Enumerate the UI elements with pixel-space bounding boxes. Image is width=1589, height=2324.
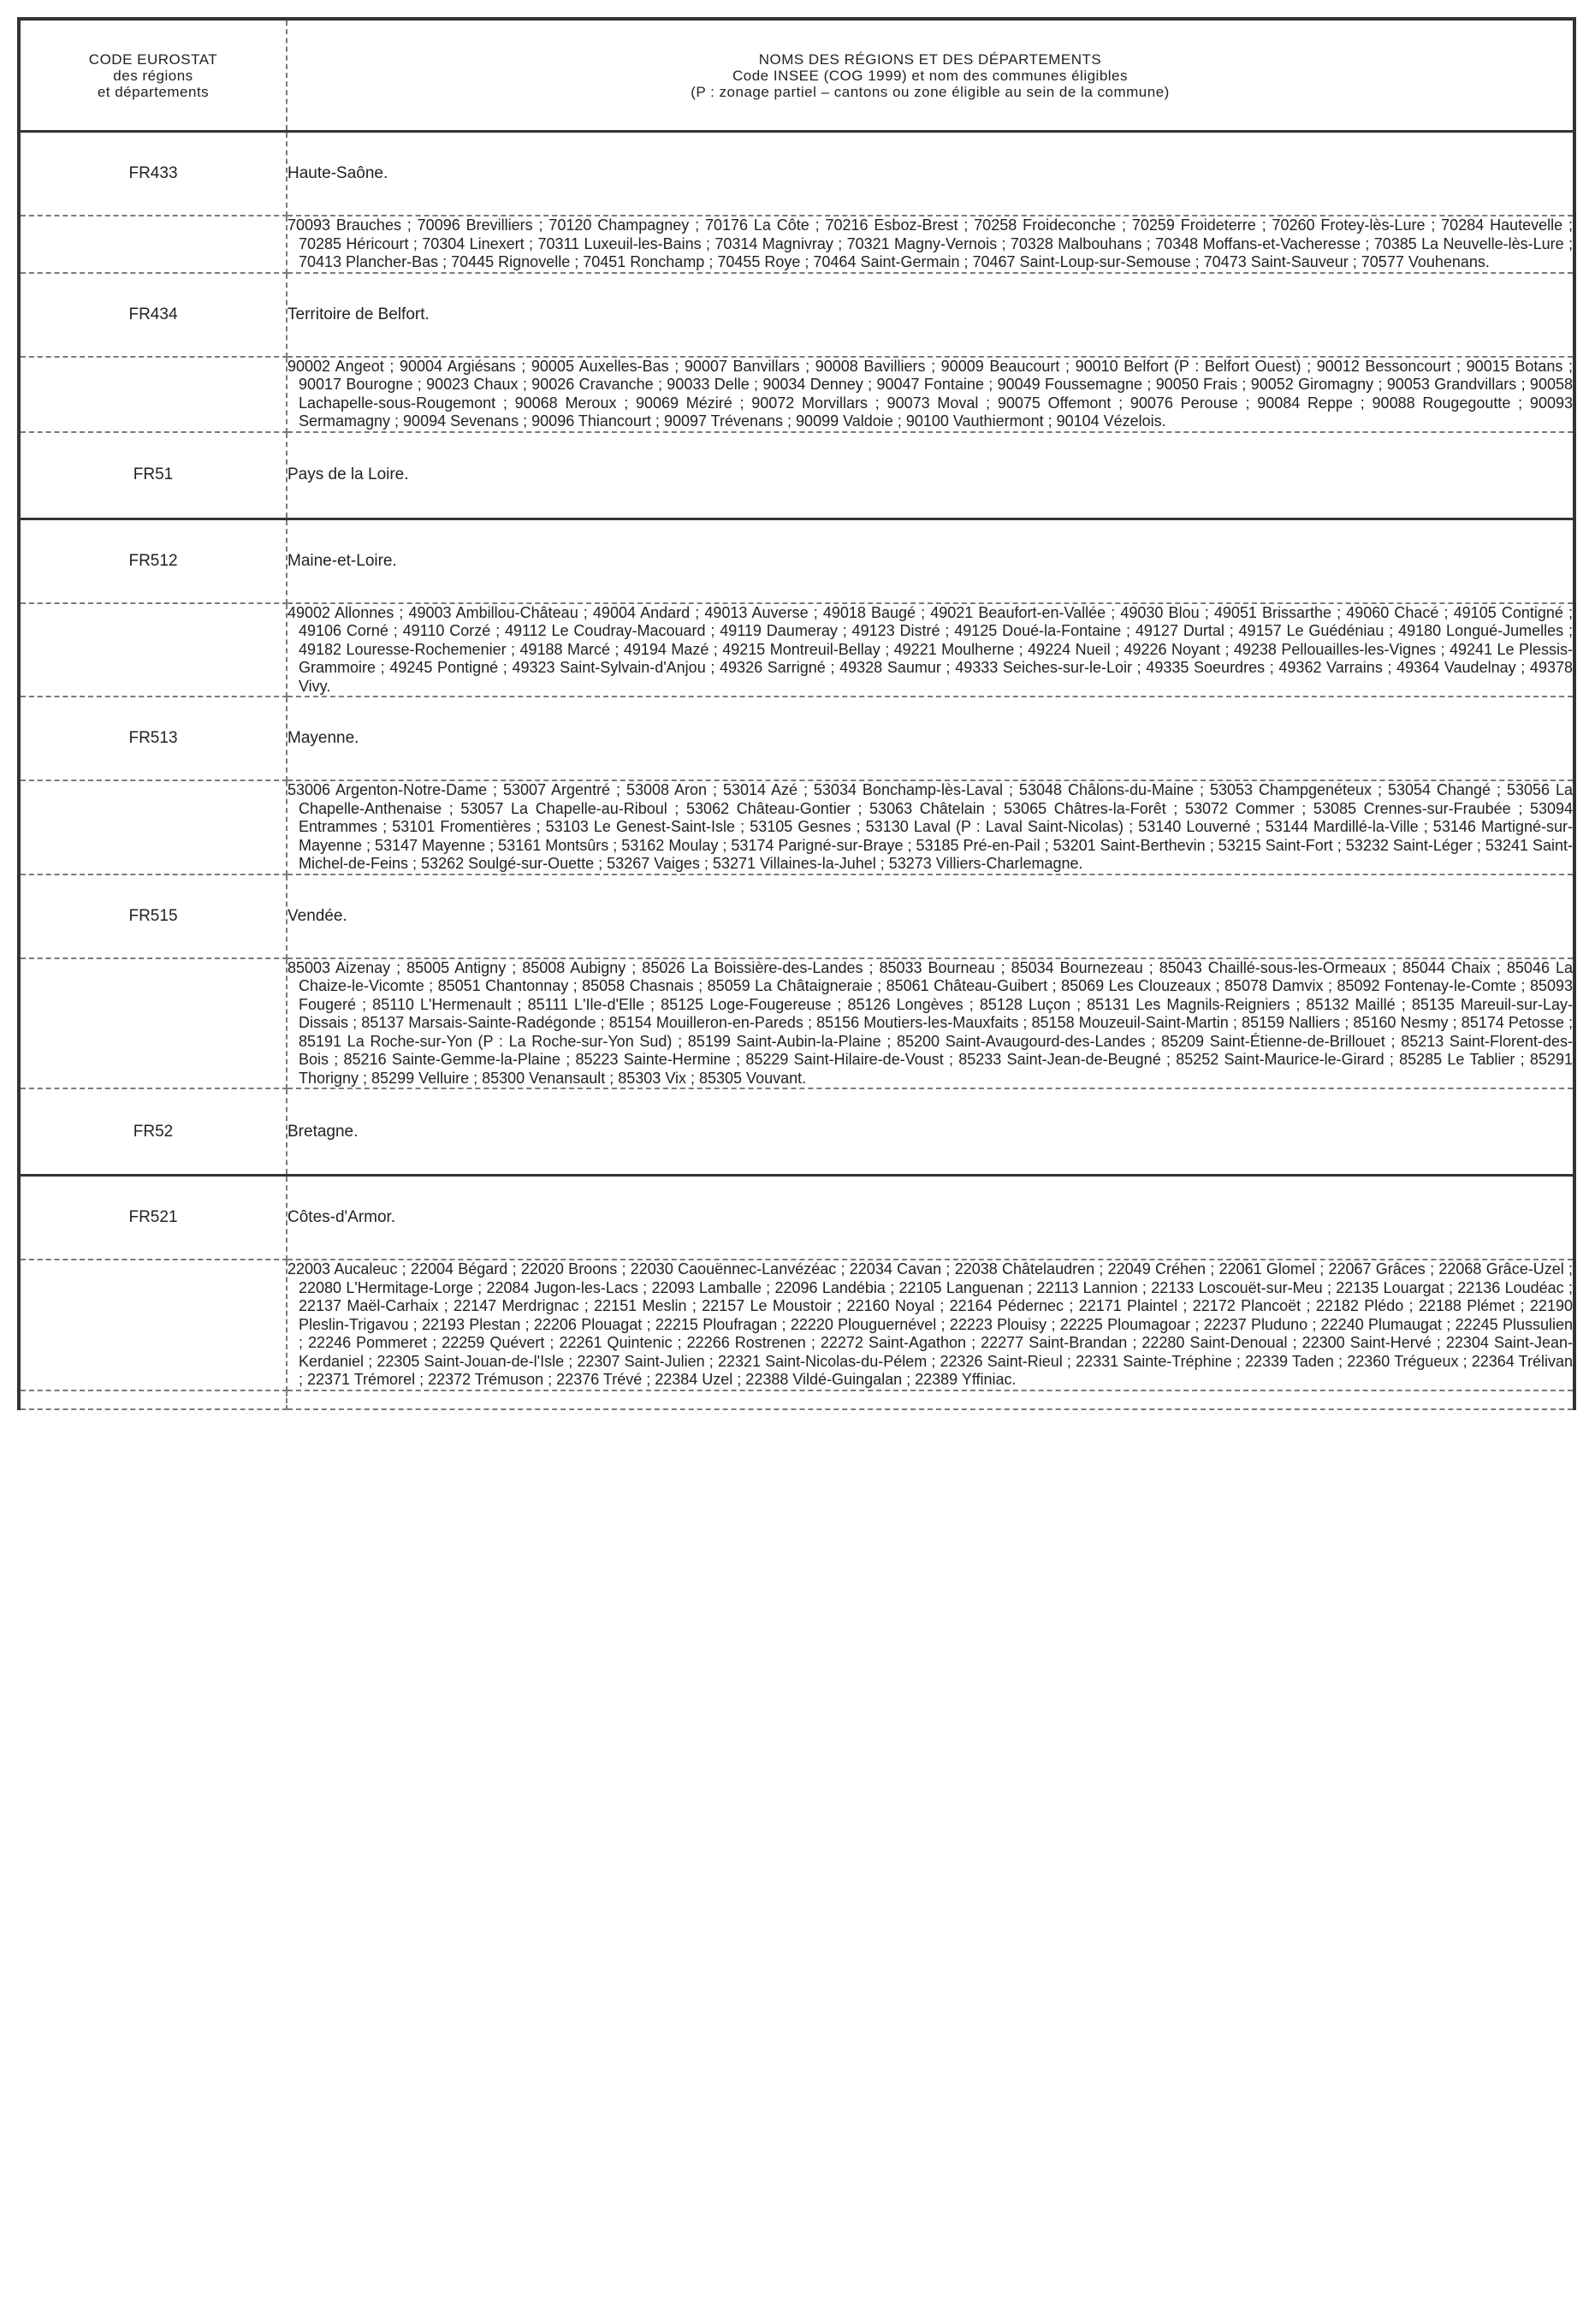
header-eurostat-code bbox=[19, 19, 287, 132]
region-name: Bretagne. bbox=[287, 1088, 1574, 1176]
header-col1-line2: des régions bbox=[113, 67, 193, 84]
communes-list: 49002 Allonnes ; 49003 Ambillou-Château ; 49004 Andard ; 49013 Auverse ; 49018 Baugé ; 49021 Beaufort-en-Vallée ; 49030 Blou ; 49051 Brissarthe ; 49060 Chacé ; 49105 Contigné ; 49106 Corné ; 49110 Corzé ; 49112 Le Coudray-Macouard ; 49119 Daumeray ; 49123 Distré ; 49125 Doué-la-Fontaine ; 49127 Durtal ; 49157 Le Guédéniau ; 49180 Longué-Jumelles ; 49182 Louresse-Rochemenier ; 49188 Marcé ; 49194 Mazé ; 49215 Montreuil-Bellay ; 49221 Moulherne ; 49224 Nueil ; 49226 Noyant ; 49238 Pellouailles-les-Vignes ; 49241 Le Plessis-Grammoire ; 49245 Pontigné ; 49323 Saint-Sylvain-d'Anjou ; 49326 Sarrigné ; 49328 Saumur ; 49333 Seiches-sur-le-Loir ; 49335 Soeurdres ; 49362 Varrains ; 49364 Vaudelnay ; 49378 Vivy. bbox=[288, 603, 1573, 695]
empty-code-cell bbox=[19, 603, 287, 697]
communes-list: 90002 Angeot ; 90004 Argiésans ; 90005 Auxelles-Bas ; 90007 Banvillars ; 90008 Bavilliers ; 90009 Beaucourt ; 90010 Belfort (P : Belfort Ouest) ; 90012 Bessoncourt ; 90015 Botans ; 90017 Bourogne ; 90023 Chaux ; 90026 Cravanche ; 90033 Delle ; 90034 Denney ; 90047 Fontaine ; 90049 Foussemagne ; 90050 Frais ; 90052 Giromagny ; 90053 Grandvillars ; 90058 Lachapelle-sous-Rougemont ; 90068 Meroux ; 90069 Méziré ; 90072 Morvillars ; 90073 Moval ; 90075 Offemont ; 90076 Perouse ; 90084 Reppe ; 90088 Rougegoutte ; 90093 Sermamagny ; 90094 Sevenans ; 90096 Thiancourt ; 90097 Trévenans ; 90099 Valdoie ; 90100 Vauthiermont ; 90104 Vézelois. bbox=[288, 357, 1573, 430]
header-col1-line3: et départements bbox=[97, 83, 210, 100]
empty-code-cell bbox=[19, 780, 287, 874]
eligible-communes-table bbox=[17, 17, 1576, 1410]
header-region-names bbox=[287, 19, 1574, 132]
communes-list: 85003 Aizenay ; 85005 Antigny ; 85008 Aubigny ; 85026 La Boissière-des-Landes ; 85033 Bourneau ; 85034 Bournezeau ; 85043 Chaillé-sous-les-Ormeaux ; 85044 Chaix ; 85046 La Chaize-le-Vicomte ; 85051 Chantonnay ; 85058 Chasnais ; 85059 La Châtaigneraie ; 85061 Château-Guibert ; 85069 Les Clouzeaux ; 85078 Damvix ; 85092 Fontenay-le-Comte ; 85093 Fougeré ; 85110 L'Hermenault ; 85111 L'Ile-d'Elle ; 85125 Loge-Fougereuse ; 85126 Longèves ; 85128 Luçon ; 85131 Les Magnils-Reigniers ; 85132 Maillé ; 85135 Mareuil-sur-Lay-Dissais ; 85137 Marsais-Sainte-Radégonde ; 85154 Mouilleron-en-Pareds ; 85156 Moutiers-les-Mauxfaits ; 85158 Mouzeuil-Saint-Martin ; 85159 Nalliers ; 85160 Nesmy ; 85174 Petosse ; 85191 La Roche-sur-Yon (P : La Roche-sur-Yon Sud) ; 85199 Saint-Aubin-la-Plaine ; 85200 Saint-Avaugourd-des-Landes ; 85209 Saint-Étienne-de-Brillouet ; 85213 Saint-Florent-des-Bois ; 85216 Sainte-Gemme-la-Plaine ; 85223 Sainte-Hermine ; 85229 Saint-Hilaire-de-Voust ; 85233 Saint-Jean-de-Beugné ; 85252 Saint-Maurice-le-Girard ; 85285 Le Tablier ; 85291 Thorigny ; 85299 Velluire ; 85300 Venansault ; 85303 Vix ; 85305 Vouvant. bbox=[288, 958, 1573, 1087]
empty-code-cell bbox=[19, 216, 287, 273]
table-header-row bbox=[19, 19, 1574, 132]
empty-code-cell bbox=[19, 1390, 287, 1409]
eurostat-code: FR52 bbox=[19, 1088, 287, 1176]
communes-cell bbox=[287, 780, 1574, 874]
communes-list: 70093 Brauches ; 70096 Brevilliers ; 70120 Champagney ; 70176 La Côte ; 70216 Esboz-Brest ; 70258 Froideconche ; 70259 Froideterre ; 70260 Frotey-lès-Lure ; 70284 Hautevelle ; 70285 Héricourt ; 70304 Linexert ; 70311 Luxeuil-les-Bains ; 70314 Magnivray ; 70321 Magny-Vernois ; 70328 Malbouhans ; 70348 Moffans-et-Vacheresse ; 70385 La Neuvelle-lès-Lure ; 70413 Plancher-Bas ; 70445 Rignovelle ; 70451 Ronchamp ; 70455 Roye ; 70464 Saint-Germain ; 70467 Saint-Loup-sur-Semouse ; 70473 Saint-Sauveur ; 70577 Vouhenans. bbox=[288, 216, 1573, 270]
department-name: Maine-et-Loire. bbox=[287, 519, 1574, 603]
department-row bbox=[19, 874, 1574, 958]
empty-code-cell bbox=[19, 1260, 287, 1390]
department-name: Mayenne. bbox=[287, 697, 1574, 780]
continuation-row bbox=[19, 1390, 1574, 1409]
department-row bbox=[19, 273, 1574, 357]
communes-cell bbox=[287, 603, 1574, 697]
eurostat-code: FR51 bbox=[19, 432, 287, 519]
communes-cell bbox=[287, 216, 1574, 273]
communes-row bbox=[19, 958, 1574, 1089]
empty-code-cell bbox=[19, 958, 287, 1089]
department-name: Vendée. bbox=[287, 874, 1574, 958]
department-row bbox=[19, 697, 1574, 780]
communes-cell bbox=[287, 1260, 1574, 1390]
department-row bbox=[19, 132, 1574, 216]
communes-cell bbox=[287, 958, 1574, 1089]
communes-row bbox=[19, 1260, 1574, 1390]
header-col2-line1: NOMS DES RÉGIONS ET DES DÉPARTEMENTS bbox=[758, 50, 1102, 68]
department-name: Territoire de Belfort. bbox=[287, 273, 1574, 357]
eurostat-code: FR434 bbox=[19, 273, 287, 357]
eurostat-code: FR513 bbox=[19, 697, 287, 780]
communes-cell bbox=[287, 357, 1574, 432]
header-col2-line2: Code INSEE (COG 1999) et nom des communes éligibles bbox=[732, 67, 1129, 84]
communes-list: 53006 Argenton-Notre-Dame ; 53007 Argentré ; 53008 Aron ; 53014 Azé ; 53034 Bonchamp-lès-Laval ; 53048 Châlons-du-Maine ; 53053 Champgenéteux ; 53054 Changé ; 53056 La Chapelle-Anthenaise ; 53057 La Chapelle-au-Riboul ; 53062 Château-Gontier ; 53063 Châtelain ; 53065 Châtres-la-Forêt ; 53072 Commer ; 53085 Crennes-sur-Fraubée ; 53094 Entrammes ; 53101 Fromentières ; 53103 Le Genest-Saint-Isle ; 53105 Gesnes ; 53130 Laval (P : Laval Saint-Nicolas) ; 53140 Louverné ; 53144 Mardillé-la-Ville ; 53146 Martigné-sur-Mayenne ; 53147 Mayenne ; 53161 Montsûrs ; 53162 Moulay ; 53174 Parigné-sur-Braye ; 53185 Pré-en-Pail ; 53201 Saint-Berthevin ; 53215 Saint-Fort ; 53232 Saint-Léger ; 53241 Saint-Michel-de-Feins ; 53262 Soulgé-sur-Ouette ; 53267 Vaiges ; 53271 Villaines-la-Juhel ; 53273 Villiers-Charlemagne. bbox=[288, 781, 1573, 872]
department-name: Haute-Saône. bbox=[287, 132, 1574, 216]
communes-row bbox=[19, 780, 1574, 874]
region-row bbox=[19, 1088, 1574, 1176]
communes-row bbox=[19, 357, 1574, 432]
department-row bbox=[19, 1176, 1574, 1260]
eurostat-code: FR433 bbox=[19, 132, 287, 216]
header-col1-line1: CODE EUROSTAT bbox=[88, 50, 218, 68]
eurostat-code: FR512 bbox=[19, 519, 287, 603]
communes-row bbox=[19, 603, 1574, 697]
empty-name-cell bbox=[287, 1390, 1574, 1409]
header-col2-line3: (P : zonage partiel – cantons ou zone éligible au sein de la commune) bbox=[691, 83, 1170, 100]
department-name: Côtes-d'Armor. bbox=[287, 1176, 1574, 1260]
communes-list: 22003 Aucaleuc ; 22004 Bégard ; 22020 Broons ; 22030 Caouënnec-Lanvézéac ; 22034 Cavan ; 22038 Châtelaudren ; 22049 Créhen ; 22061 Glomel ; 22067 Grâces ; 22068 Grâce-Uzel ; 22080 L'Hermitage-Lorge ; 22084 Jugon-les-Lacs ; 22093 Lamballe ; 22096 Landébia ; 22105 Languenan ; 22113 Lannion ; 22133 Loscouët-sur-Meu ; 22135 Louargat ; 22136 Loudéac ; 22137 Maël-Carhaix ; 22147 Merdrignac ; 22151 Meslin ; 22157 Le Moustoir ; 22160 Noyal ; 22164 Pédernec ; 22171 Plaintel ; 22172 Plancoët ; 22182 Plédo ; 22188 Plémet ; 22190 Pleslin-Trigavou ; 22193 Plestan ; 22206 Plouagat ; 22215 Ploufragan ; 22220 Plouguernével ; 22223 Plouisy ; 22225 Ploumagoar ; 22237 Pluduno ; 22240 Plumaugat ; 22245 Plussulien ; 22246 Pommeret ; 22259 Quévert ; 22261 Quintenic ; 22266 Rostrenen ; 22272 Saint-Agathon ; 22277 Saint-Brandan ; 22280 Saint-Denoual ; 22300 Saint-Hervé ; 22304 Saint-Jean-Kerdaniel ; 22305 Saint-Jouan-de-l'Isle ; 22307 Saint-Julien ; 22321 Saint-Nicolas-du-Pélem ; 22326 Saint-Rieul ; 22331 Sainte-Tréphine ; 22339 Taden ; 22360 Trégueux ; 22364 Trélivan ; 22371 Trémorel ; 22372 Trémuson ; 22376 Trévé ; 22384 Uzel ; 22388 Vildé-Guingalan ; 22389 Yffiniac. bbox=[288, 1260, 1573, 1388]
department-row bbox=[19, 519, 1574, 603]
region-name: Pays de la Loire. bbox=[287, 432, 1574, 519]
eurostat-code: FR515 bbox=[19, 874, 287, 958]
eurostat-code: FR521 bbox=[19, 1176, 287, 1260]
communes-row bbox=[19, 216, 1574, 273]
region-row bbox=[19, 432, 1574, 519]
empty-code-cell bbox=[19, 357, 287, 432]
